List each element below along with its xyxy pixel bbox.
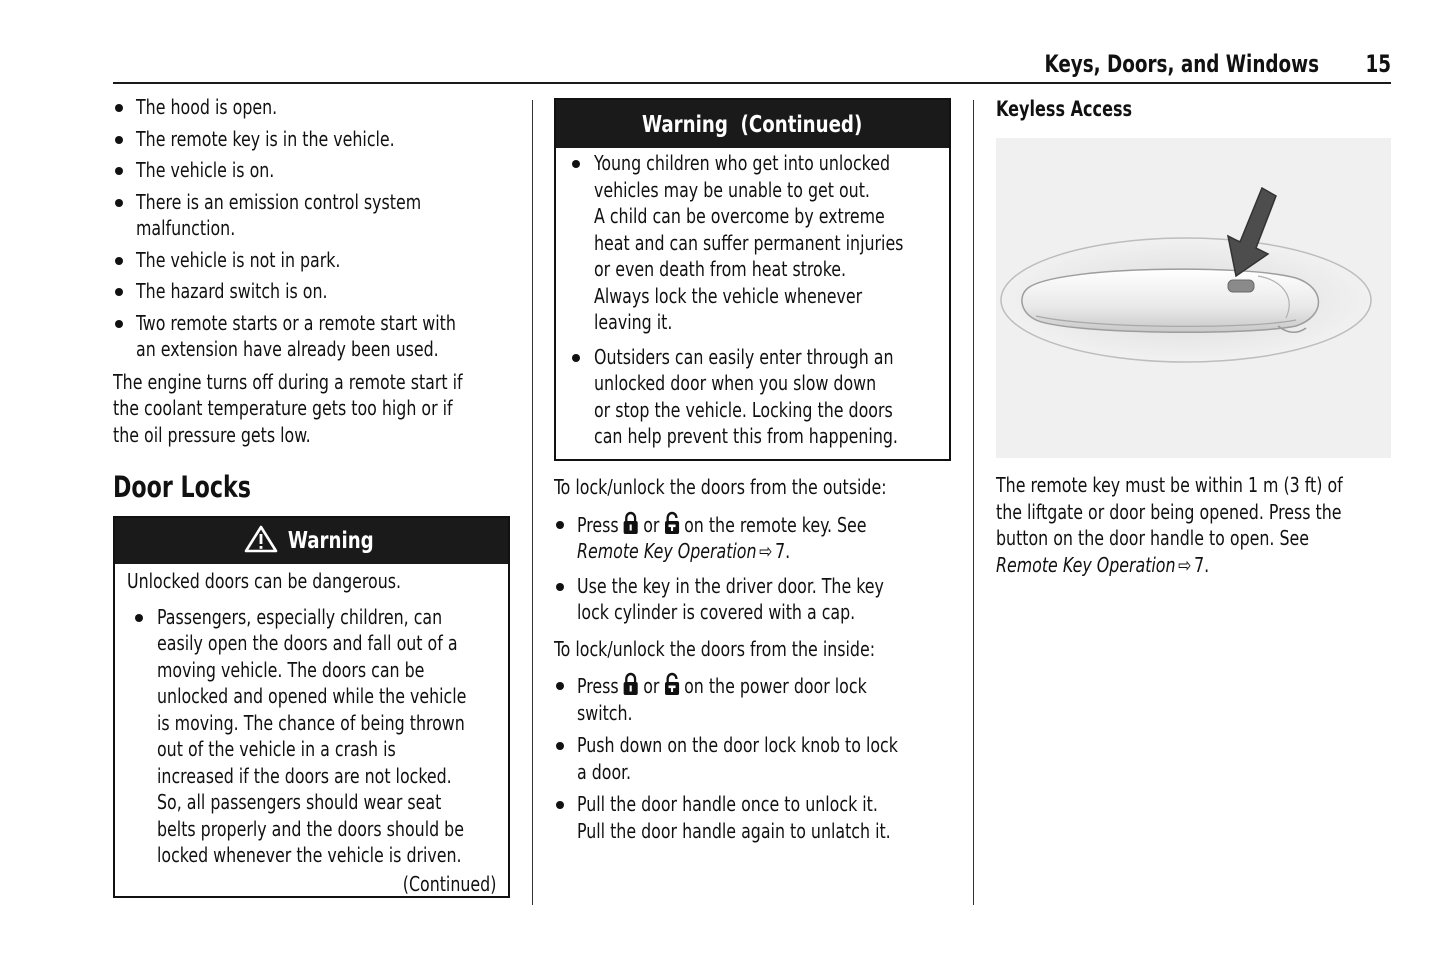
warning-continued-title: Warning (Continued) bbox=[642, 112, 863, 138]
list-item: The hood is open. bbox=[113, 94, 511, 121]
warning-continued-box bbox=[554, 98, 951, 461]
warning-title: Warning bbox=[287, 528, 374, 554]
warning-header bbox=[115, 518, 508, 564]
list-item: Press or on the remote key. See Remote Key Operation ⇨ 7. bbox=[554, 511, 952, 565]
list-item: Push down on the door lock knob to lock a door. bbox=[554, 732, 952, 785]
warning-continued-body bbox=[556, 148, 949, 462]
header-section-title: Keys, Doors, and Windows bbox=[1044, 50, 1319, 78]
remote-key-operation-link[interactable]: Remote Key Operation bbox=[577, 539, 757, 563]
page-number: 15 bbox=[1365, 50, 1391, 78]
list-item: Use the key in the driver door. The key lock cylinder is covered with a cap. bbox=[554, 573, 952, 626]
list-item: The vehicle is on. bbox=[113, 157, 511, 184]
left-column bbox=[113, 94, 511, 504]
list-item: The remote key is in the vehicle. bbox=[113, 126, 511, 153]
door-handle-drawing bbox=[996, 138, 1391, 458]
list-item: The hazard switch is on. bbox=[113, 278, 511, 305]
outside-intro: To lock/unlock the doors from the outside: bbox=[554, 475, 887, 499]
lock-icon bbox=[621, 672, 640, 696]
list-item: Two remote starts or a remote start with an extension have already been used. bbox=[113, 310, 511, 363]
list-item: The vehicle is not in park. bbox=[113, 247, 511, 274]
inside-steps-list bbox=[554, 672, 952, 844]
warning-continued-list bbox=[568, 150, 937, 450]
warning-intro: Unlocked doors can be dangerous. bbox=[127, 569, 402, 593]
column-divider-left bbox=[532, 100, 533, 905]
warning-body bbox=[115, 564, 508, 901]
warning-box bbox=[113, 516, 510, 898]
remote-key-operation-link[interactable]: Remote Key Operation bbox=[996, 552, 1176, 577]
page-ref-arrow: ⇨ bbox=[1178, 552, 1192, 577]
warning-continued-header bbox=[556, 100, 949, 148]
list-item: Young children who get into unlocked vehicles may be unable to get out. A child can be overcome by extreme heat and can suffer permanent injuries or even death from heat stroke. Always lock the vehicle whenever leaving it. bbox=[568, 150, 937, 336]
subheading-keyless-access: Keyless Access bbox=[996, 97, 1133, 121]
warning-triangle-icon bbox=[244, 525, 278, 553]
column-divider-right bbox=[973, 100, 974, 905]
list-item: Press or on the power door lock switch. bbox=[554, 672, 952, 726]
lock-icon bbox=[621, 511, 640, 535]
unlock-icon bbox=[662, 511, 681, 535]
page-ref-arrow: ⇨ bbox=[759, 539, 773, 563]
right-column bbox=[996, 96, 1391, 123]
outside-steps-list bbox=[554, 511, 952, 626]
engine-turnoff-paragraph: The engine turns off during a remote start if the coolant temperature gets too high or if the oil pressure gets low. bbox=[113, 369, 463, 447]
warning-list bbox=[127, 604, 496, 869]
list-item: There is an emission control system malfunction. bbox=[113, 189, 511, 242]
remote-start-conditions-list bbox=[113, 94, 511, 363]
inside-intro: To lock/unlock the doors from the inside: bbox=[554, 636, 876, 661]
continued-label: (Continued) bbox=[402, 871, 496, 896]
unlock-icon bbox=[662, 672, 681, 696]
page-header bbox=[113, 48, 1391, 84]
list-item: Outsiders can easily enter through an unlocked door when you slow down or stop the vehicle. Locking the doors can help prevent this from happening. bbox=[568, 344, 937, 450]
middle-column-instructions bbox=[554, 474, 952, 849]
list-item: Pull the door handle once to unlock it. Pull the door handle again to unlatch it. bbox=[554, 791, 952, 844]
list-item: Passengers, especially children, can easily open the doors and fall out of a moving vehicle. The doors can be unlocked and opened while the vehicle is moving. The chance of being thrown out of the vehicle in a crash is increased if the doors are not locked. So, all passengers should wear seat belts properly and the doors should be locked whenever the vehicle is driven. bbox=[131, 604, 496, 869]
door-handle-illustration bbox=[996, 138, 1391, 458]
section-title-door-locks: Door Locks bbox=[113, 470, 252, 504]
keyless-access-paragraph: The remote key must be within 1 m (3 ft) of the liftgate or door being opened. Press the button on the door handle to open. See Remote Key Operation ⇨ 7. bbox=[996, 473, 1343, 577]
